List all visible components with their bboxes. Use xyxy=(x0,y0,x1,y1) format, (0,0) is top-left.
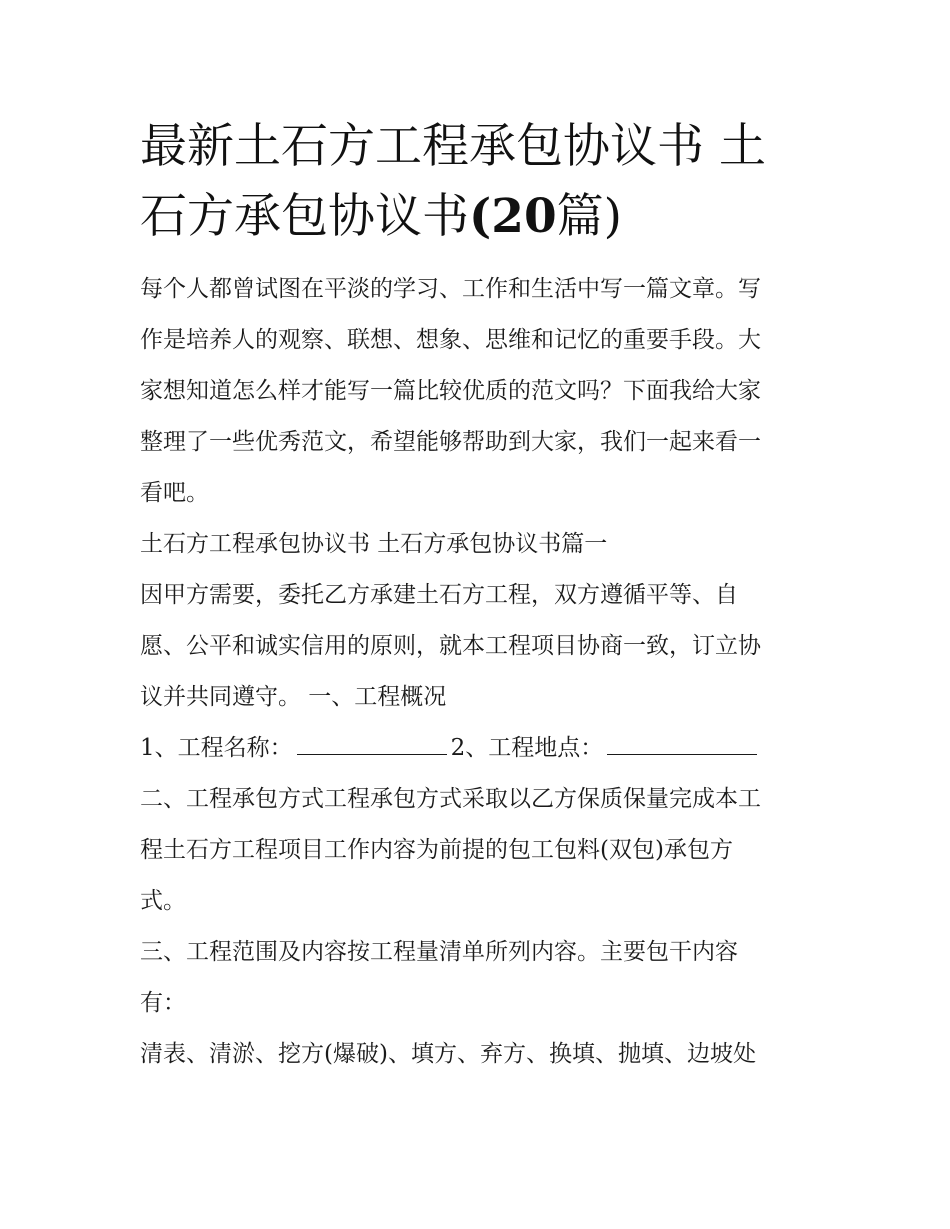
title-line-2-text: 石方承包协议书 xyxy=(140,189,469,244)
document-title xyxy=(140,112,815,252)
clause-line: 程土石方工程项目工作内容为前提的包工包料(双包)承包方 xyxy=(140,837,733,863)
agreement-line: 因甲方需要，委托乙方承建土石方工程，双方遵循平等、自 xyxy=(140,582,738,608)
clause-line: 清表、清淤、挖方(爆破)、填方、弃方、换填、抛填、边坡处 xyxy=(140,1041,756,1067)
project-name-blank xyxy=(297,736,447,755)
intro-line: 作是培养人的观察、联想、想象、思维和记忆的重要手段。大 xyxy=(140,327,761,353)
title-line-2 xyxy=(140,182,815,252)
title-line-1: 最新土石方工程承包协议书 土 xyxy=(140,119,766,174)
title-count-unit: 篇) xyxy=(556,189,622,244)
intro-line: 家想知道怎么样才能写一篇比较优质的范文吗？下面我给大家 xyxy=(140,378,761,404)
document-body xyxy=(140,264,815,1080)
document-content xyxy=(140,112,815,1080)
title-count: (20 xyxy=(469,189,557,244)
agreement-line: 议并共同遵守。 一、工程概况 xyxy=(140,684,447,710)
intro-line: 看吧。 xyxy=(140,480,209,506)
clause-line: 有： xyxy=(140,990,186,1016)
project-location-label: 2、工程地点： xyxy=(450,735,604,761)
intro-line: 整理了一些优秀范文，希望能够帮助到大家，我们一起来看一 xyxy=(140,429,761,455)
project-name-label: 1、工程名称： xyxy=(140,735,293,761)
clause-line: 三、工程范围及内容按工程量清单所列内容。主要包干内容 xyxy=(140,939,738,965)
agreement-line: 愿、公平和诚实信用的原则，就本工程项目协商一致，订立协 xyxy=(140,633,761,659)
section-heading: 土石方工程承包协议书 土石方承包协议书篇一 xyxy=(140,531,608,557)
intro-line: 每个人都曾试图在平淡的学习、工作和生活中写一篇文章。写 xyxy=(140,276,761,302)
project-fields-row xyxy=(140,723,815,774)
clause-line: 式。 xyxy=(140,888,186,914)
project-location-blank xyxy=(607,736,757,755)
clause-line: 二、工程承包方式工程承包方式采取以乙方保质保量完成本工 xyxy=(140,786,761,812)
